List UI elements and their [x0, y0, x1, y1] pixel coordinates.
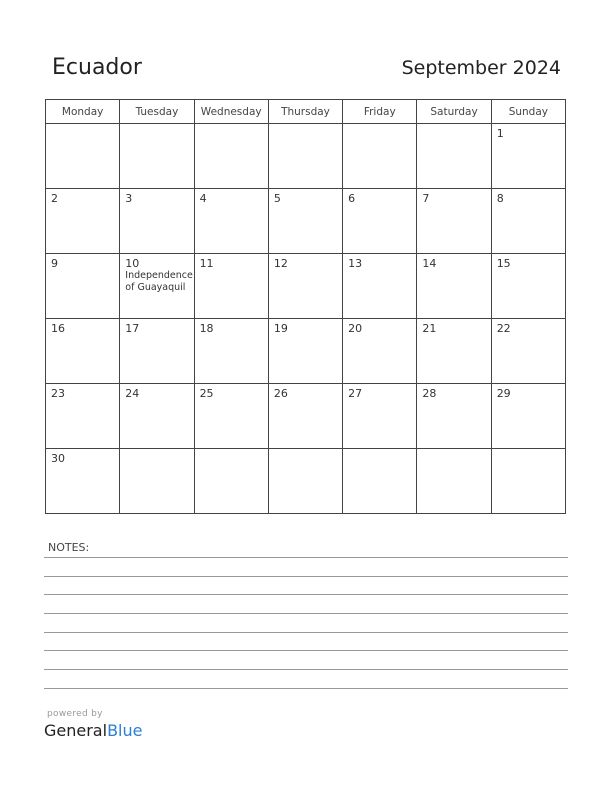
day-cell	[417, 319, 491, 384]
day-cell	[491, 384, 565, 449]
day-cell	[194, 384, 268, 449]
day-cell	[343, 384, 417, 449]
day-cell	[268, 254, 342, 319]
day-cell	[120, 189, 194, 254]
day-cell	[120, 254, 194, 319]
day-cell	[194, 449, 268, 514]
day-cell	[194, 189, 268, 254]
note-line	[44, 613, 568, 614]
day-number: 8	[496, 192, 504, 205]
calendar-grid	[45, 99, 566, 514]
day-number: 24	[125, 387, 140, 400]
day-number: 27	[348, 387, 363, 400]
day-cell	[46, 189, 120, 254]
day-cell	[120, 449, 194, 514]
day-cell	[343, 449, 417, 514]
day-cell	[491, 449, 565, 514]
day-cell	[46, 384, 120, 449]
day-number: 11	[199, 257, 214, 270]
day-number: 29	[496, 387, 511, 400]
day-number: 4	[199, 192, 207, 205]
day-number: 18	[199, 322, 214, 335]
brand-blue: Blue	[107, 721, 143, 740]
day-cell	[268, 319, 342, 384]
day-cell	[194, 319, 268, 384]
day-number: 10	[125, 257, 140, 270]
day-number: 6	[348, 192, 356, 205]
weekday-header: Saturday	[417, 100, 491, 124]
day-number: 15	[496, 257, 511, 270]
day-cell	[194, 124, 268, 189]
day-number: 20	[348, 322, 363, 335]
day-number: 16	[51, 322, 65, 335]
week-row	[46, 189, 566, 254]
brand-general: General	[44, 721, 108, 740]
day-number: 17	[125, 322, 140, 335]
holiday-label: Independence of Guayaquil	[125, 270, 193, 293]
day-cell	[46, 124, 120, 189]
day-number: 22	[496, 322, 511, 335]
day-cell	[491, 254, 565, 319]
note-line	[44, 688, 568, 689]
day-cell	[491, 124, 565, 189]
day-cell	[120, 319, 194, 384]
day-cell	[343, 254, 417, 319]
day-number: 23	[51, 387, 65, 400]
note-line	[44, 669, 568, 670]
day-cell	[194, 254, 268, 319]
weekday-header: Monday	[46, 100, 120, 124]
day-cell	[46, 254, 120, 319]
day-number: 21	[422, 322, 437, 335]
day-cell	[120, 124, 194, 189]
day-number: 30	[51, 452, 65, 465]
week-row	[46, 384, 566, 449]
month-title: September 2024	[401, 57, 561, 79]
powered-by-text: powered by	[47, 709, 103, 719]
day-number: 2	[51, 192, 58, 205]
day-cell	[120, 384, 194, 449]
day-cell	[417, 449, 491, 514]
day-number: 12	[273, 257, 288, 270]
day-cell	[417, 124, 491, 189]
day-number: 3	[125, 192, 133, 205]
day-number: 9	[51, 257, 58, 270]
day-cell	[46, 319, 120, 384]
weekday-header: Wednesday	[194, 100, 268, 124]
week-row	[46, 319, 566, 384]
note-line	[44, 594, 568, 595]
weekday-header: Sunday	[491, 100, 565, 124]
day-cell	[268, 449, 342, 514]
day-cell	[46, 449, 120, 514]
week-row	[46, 449, 566, 514]
day-cell	[268, 124, 342, 189]
note-line	[44, 632, 568, 633]
day-number: 1	[496, 127, 504, 140]
day-number: 28	[422, 387, 437, 400]
note-line	[44, 576, 568, 577]
day-cell	[268, 189, 342, 254]
day-cell	[343, 319, 417, 384]
brand-logo	[44, 721, 142, 740]
week-row	[46, 124, 566, 189]
note-line	[44, 650, 568, 651]
day-number: 25	[199, 387, 214, 400]
week-row	[46, 254, 566, 319]
weekday-header: Tuesday	[120, 100, 194, 124]
day-number: 5	[273, 192, 281, 205]
note-line	[44, 557, 568, 558]
day-number: 19	[273, 322, 288, 335]
day-cell	[417, 384, 491, 449]
day-cell	[491, 319, 565, 384]
weekday-header: Thursday	[268, 100, 342, 124]
weekday-header: Friday	[343, 100, 417, 124]
country-title: Ecuador	[52, 55, 142, 80]
day-number: 13	[348, 257, 363, 270]
day-cell	[343, 124, 417, 189]
notes-label: NOTES:	[48, 541, 90, 554]
day-cell	[417, 254, 491, 319]
day-number: 26	[273, 387, 288, 400]
day-cell	[343, 189, 417, 254]
day-cell	[417, 189, 491, 254]
day-cell	[491, 189, 565, 254]
day-number: 14	[422, 257, 437, 270]
day-cell	[268, 384, 342, 449]
weekday-header-row	[46, 100, 566, 124]
day-number: 7	[422, 192, 430, 205]
